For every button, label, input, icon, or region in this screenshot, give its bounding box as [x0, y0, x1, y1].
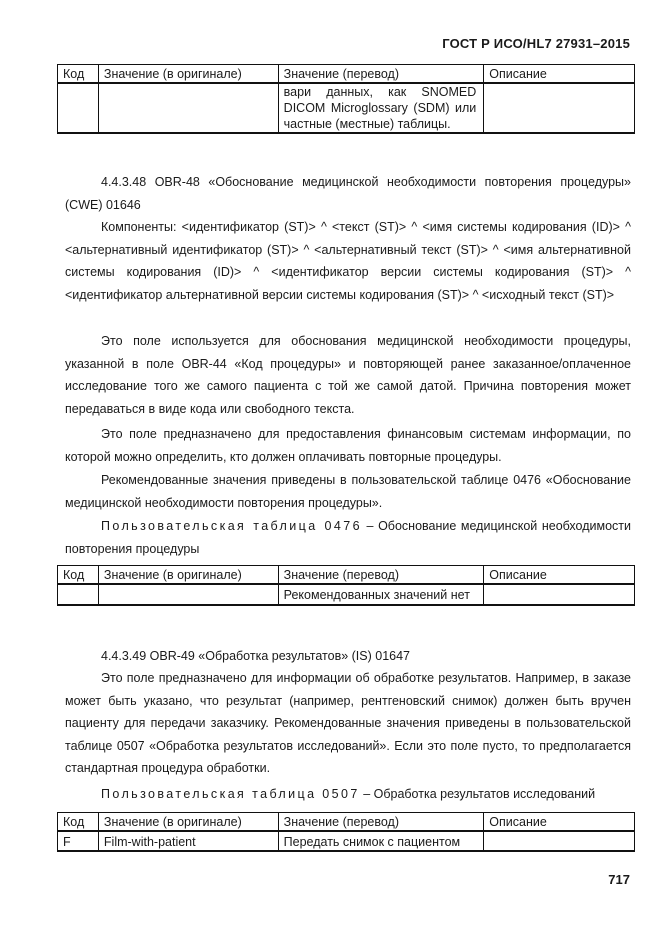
cell-translation: вари данных, как SNOMED DICOM Microglossary (SDM) или частные (местные) таблицы.: [278, 83, 484, 133]
paragraph-obr48-1: Это поле используется для обоснования медицинской необходимости процедуры, указанной в поле OBR-44 «Код процедуры» и повторяющей ранее заказанное/оплаченное исследование того же самого пациента с той же самой датой. Причина повторения может передаваться в виде кода или свободного текста.: [65, 334, 631, 416]
table-header-row: [58, 65, 635, 84]
col-header-original: Значение (в оригинале): [98, 65, 278, 84]
col-header-translation: Значение (перевод): [278, 65, 484, 84]
table-0476: [57, 565, 635, 606]
table-row: [58, 831, 635, 851]
cell-translation: Рекомендованных значений нет: [278, 584, 484, 605]
col-header-original: Значение (в оригинале): [98, 566, 278, 585]
cell-original: [98, 584, 278, 605]
table-header-row: [58, 813, 635, 832]
table-caption-title: – Обработка результатов исследований: [359, 787, 596, 801]
cell-original: Film-with-patient: [98, 831, 278, 851]
table-row: [58, 584, 635, 605]
cell-code: [58, 83, 99, 133]
col-header-code: Код: [58, 566, 99, 585]
table-caption-lead: Пользовательская таблица 0507: [101, 787, 360, 801]
cell-translation: Передать снимок с пациентом: [278, 831, 484, 851]
table-caption-title: – Обоснование медицинской необходимости повторения процедуры: [65, 519, 631, 556]
col-header-translation: Значение (перевод): [278, 566, 484, 585]
paragraph-obr49-1: Это поле предназначено для информации об обработке результатов. Например, в заказе может быть указано, что результат (например, рентгеновский снимок) должен быть вручен пациенту для передачи заказчику. Рекомендованные значения приведены в пользовательской таблице 0507 «Обработка результатов исследований». Если это поле пусто, то предполагается стандартная процедура обработки.: [65, 671, 631, 776]
cell-code: F: [58, 831, 99, 851]
section-heading-obr49: 4.4.3.49 OBR-49 «Обработка результатов» (IS) 01647: [101, 649, 411, 663]
cell-original: [98, 83, 278, 133]
col-header-description: Описание: [484, 813, 635, 832]
cell-description: [484, 83, 635, 133]
table-0507: [57, 812, 635, 852]
table-caption-lead: Пользовательская таблица 0476: [101, 519, 362, 533]
col-header-translation: Значение (перевод): [278, 813, 484, 832]
table-caption-0507: [65, 783, 631, 806]
cell-code: [58, 584, 99, 605]
table-row: [58, 83, 635, 133]
table-caption-0476: [65, 515, 631, 560]
col-header-original: Значение (в оригинале): [98, 813, 278, 832]
paragraph-obr48-2: Это поле предназначено для предоставления финансовым системам информации, по которой можно определить, кто должен оплачивать повторные процедуры.: [65, 427, 631, 464]
col-header-description: Описание: [484, 65, 635, 84]
page-number: 717: [608, 872, 630, 887]
table-continuation: [57, 64, 635, 134]
document-header: ГОСТ Р ИСО/HL7 27931–2015: [442, 36, 630, 51]
components-paragraph: Компоненты: <идентификатор (ST)> ^ <текст (ST)> ^ <имя системы кодирования (ID)> ^ <альтернативный идентификатор (ST)> ^ <альтернативный текст (ST)> ^ <имя альтернативной системы кодирования (ID)> ^ <идентификатор версии системы кодирования (ST)> ^ <идентификатор альтернативной версии системы кодирования (ST)> ^ <исходный текст (ST)>: [65, 220, 631, 302]
col-header-code: Код: [58, 813, 99, 832]
cell-description: [484, 584, 635, 605]
paragraph-obr48-3: Рекомендованные значения приведены в пользовательской таблице 0476 «Обоснование медицинской необходимости повторения процедуры».: [65, 473, 631, 510]
section-heading-obr48: 4.4.3.48 OBR-48 «Обоснование медицинской необходимости повторения процедуры» (CWE) 01646: [65, 175, 631, 212]
cell-description: [484, 831, 635, 851]
col-header-code: Код: [58, 65, 99, 84]
table-header-row: [58, 566, 635, 585]
col-header-description: Описание: [484, 566, 635, 585]
